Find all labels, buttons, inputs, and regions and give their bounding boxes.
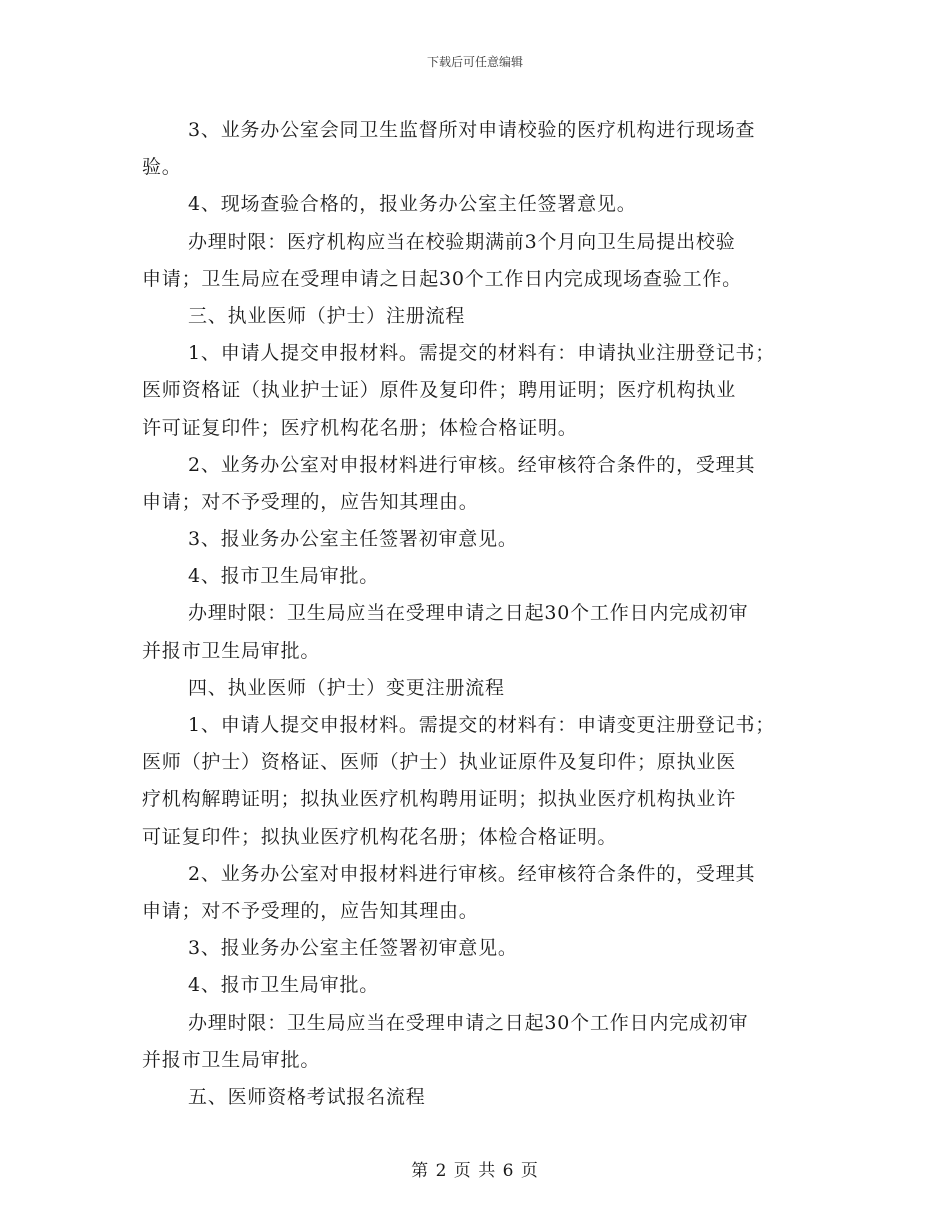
- text-line: 办理时限：卫生局应当在受理申请之日起30个工作日内完成初审: [188, 1011, 749, 1034]
- page-number: 第 2 页 共 6 页: [411, 1161, 539, 1181]
- text-line: 并报市卫生局审批。: [142, 639, 321, 662]
- text-line: 3、报业务办公室主任签署初审意见。: [188, 528, 518, 551]
- text-line: 许可证复印件；医疗机构花名册；体检合格证明。: [142, 416, 578, 439]
- text-line: 申请；卫生局应在受理申请之日起30个工作日内完成现场查验工作。: [142, 267, 742, 290]
- text-line: 可证复印件；拟执业医疗机构花名册；体检合格证明。: [142, 825, 618, 848]
- text-line: 办理时限：卫生局应当在受理申请之日起30个工作日内完成初审: [188, 602, 749, 625]
- section-heading: 五、医师资格考试报名流程: [188, 1085, 426, 1108]
- text-line: 3、业务办公室会同卫生监督所对申请校验的医疗机构进行现场查: [188, 119, 756, 141]
- text-line: 3、报业务办公室主任签署初审意见。: [188, 937, 518, 960]
- text-line: 1、申请人提交申报材料。需提交的材料有：申请变更注册登记书；: [188, 714, 776, 736]
- text-line: 申请；对不予受理的，应告知其理由。: [142, 899, 479, 922]
- section-heading: 四、执业医师（护士）变更注册流程: [188, 676, 505, 699]
- text-line: 办理时限：医疗机构应当在校验期满前3个月向卫生局提出校验: [188, 230, 736, 253]
- text-line: 并报市卫生局审批。: [142, 1048, 321, 1071]
- text-line: 2、业务办公室对申报材料进行审核。经审核符合条件的，受理其: [188, 862, 756, 885]
- text-line: 4、现场查验合格的，报业务办公室主任签署意见。: [188, 193, 637, 216]
- document-body: [142, 112, 812, 1116]
- text-line: 医师（护士）资格证、医师（护士）执业证原件及复印件；原执业医: [142, 751, 737, 774]
- text-line: 1、申请人提交申报材料。需提交的材料有：申请执业注册登记书；: [188, 342, 776, 365]
- text-line: 2、业务办公室对申报材料进行审核。经审核符合条件的，受理其: [188, 453, 756, 476]
- text-line: 验。: [142, 156, 182, 179]
- page-header: 下载后可任意编辑: [426, 55, 523, 69]
- text-line: 4、报市卫生局审批。: [188, 974, 380, 997]
- text-line: 申请；对不予受理的，应告知其理由。: [142, 490, 479, 513]
- section-heading: 三、执业医师（护士）注册流程: [188, 304, 466, 327]
- text-line: 4、报市卫生局审批。: [188, 565, 380, 588]
- text-line: 疗机构解聘证明；拟执业医疗机构聘用证明；拟执业医疗机构执业许: [142, 788, 737, 811]
- text-line: 医师资格证（执业护士证）原件及复印件；聘用证明；医疗机构执业: [142, 379, 737, 402]
